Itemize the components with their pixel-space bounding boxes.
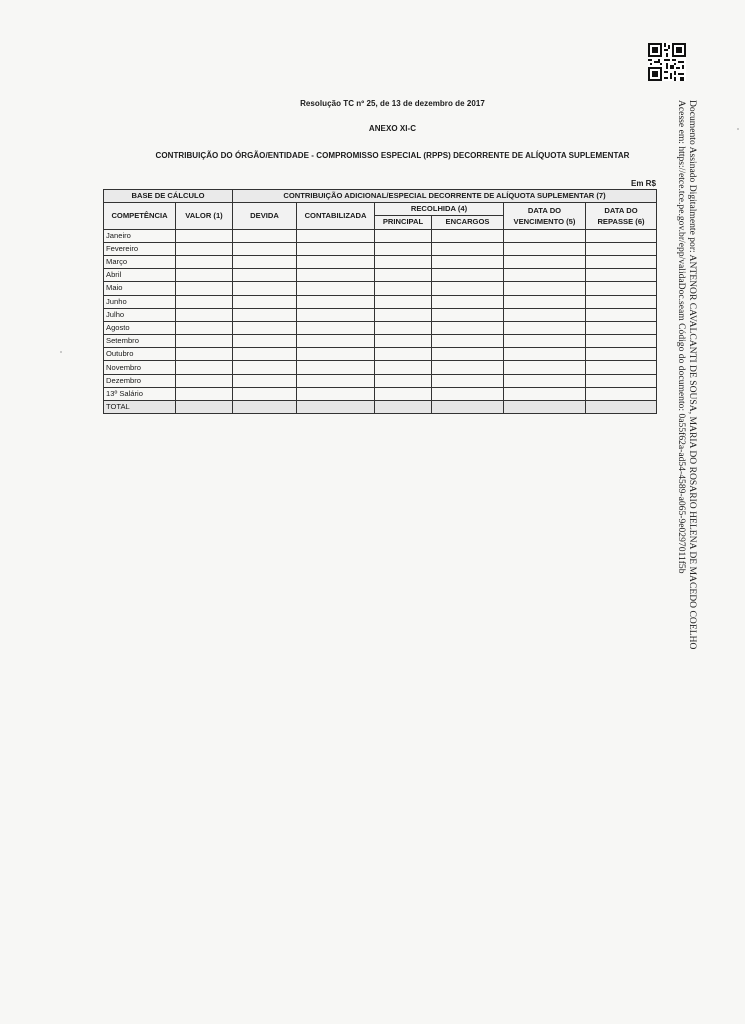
month-cell: Fevereiro [104, 242, 176, 255]
contribution-table [103, 189, 657, 414]
month-cell: Junho [104, 295, 176, 308]
table-cell [586, 308, 657, 321]
table-row [104, 374, 657, 387]
table-cell [176, 401, 233, 414]
table-cell [176, 295, 233, 308]
table-cell [176, 269, 233, 282]
month-cell: Agosto [104, 321, 176, 334]
table-cell [297, 295, 375, 308]
table-cell [297, 335, 375, 348]
month-cell: Setembro [104, 335, 176, 348]
table-cell [375, 282, 432, 295]
table-row [104, 295, 657, 308]
table-cell [432, 255, 504, 268]
header-competencia: COMPETÊNCIA [104, 203, 176, 229]
table-cell [504, 321, 586, 334]
table-cell [432, 269, 504, 282]
header-encargos: ENCARGOS [432, 216, 504, 229]
annex-title: ANEXO XI-C [368, 124, 417, 133]
table-row [104, 282, 657, 295]
table-row [104, 335, 657, 348]
table-cell [233, 321, 297, 334]
scan-speck [60, 351, 62, 353]
table-cell [432, 348, 504, 361]
month-cell: Novembro [104, 361, 176, 374]
table-cell [586, 321, 657, 334]
table-cell [176, 282, 233, 295]
table-cell [432, 387, 504, 400]
table-cell [176, 374, 233, 387]
table-cell [586, 255, 657, 268]
table-cell [504, 374, 586, 387]
table-cell [375, 308, 432, 321]
table-cell [375, 242, 432, 255]
table-cell [432, 282, 504, 295]
table-cell [297, 229, 375, 242]
month-cell: Janeiro [104, 229, 176, 242]
header-base-calculo: BASE DE CÁLCULO [104, 190, 233, 203]
table-cell [176, 242, 233, 255]
table-cell [375, 269, 432, 282]
table-cell [375, 255, 432, 268]
table-cell [233, 282, 297, 295]
table-cell [297, 401, 375, 414]
table-cell [586, 401, 657, 414]
table-cell [586, 269, 657, 282]
table-cell [297, 308, 375, 321]
table-row [104, 308, 657, 321]
table-row [104, 321, 657, 334]
table-cell [432, 361, 504, 374]
table-cell [176, 321, 233, 334]
table-cell [586, 361, 657, 374]
header-valor: VALOR (1) [176, 203, 233, 229]
table-cell [375, 387, 432, 400]
table-cell [432, 374, 504, 387]
total-label: TOTAL [104, 401, 176, 414]
table-cell [432, 308, 504, 321]
table-row [104, 242, 657, 255]
table-cell [504, 308, 586, 321]
table-cell [504, 242, 586, 255]
table-row [104, 255, 657, 268]
table-row [104, 387, 657, 400]
table-cell [504, 361, 586, 374]
table-row [104, 348, 657, 361]
table-cell [297, 361, 375, 374]
table-cell [375, 361, 432, 374]
table-cell [375, 348, 432, 361]
table-cell [233, 401, 297, 414]
table-cell [176, 229, 233, 242]
header-data-repasse-l2: REPASSE (6) [597, 216, 645, 226]
table-cell [586, 374, 657, 387]
table-cell [375, 229, 432, 242]
table-cell [586, 282, 657, 295]
table-cell [586, 295, 657, 308]
table-cell [504, 229, 586, 242]
table-cell [432, 242, 504, 255]
month-cell: Julho [104, 308, 176, 321]
table-cell [504, 335, 586, 348]
table-cell [297, 374, 375, 387]
signature-line-2: Acesse em: https://etce.tce.pe.gov.br/epp/validaDoc.seam Código do documento: 0a55f62a-ad54-4589-a065-9e0297011f5b [676, 100, 687, 574]
table-cell [297, 255, 375, 268]
table-cell [504, 348, 586, 361]
header-data-repasse-l1: DATA DO [604, 205, 638, 215]
month-cell: 13º Salário [104, 387, 176, 400]
table-cell [297, 269, 375, 282]
header-devida: DEVIDA [233, 203, 297, 229]
qr-code-icon [648, 43, 686, 81]
month-cell: Outubro [104, 348, 176, 361]
table-cell [176, 387, 233, 400]
table-cell [504, 269, 586, 282]
table-cell [297, 387, 375, 400]
header-recolhida: RECOLHIDA (4) [375, 203, 504, 216]
header-data-vencimento-l1: DATA DO [527, 205, 562, 215]
table-cell [432, 401, 504, 414]
table-cell [233, 242, 297, 255]
resolution-line: Resolução TC nº 25, de 13 de dezembro de 2017 [300, 99, 485, 108]
table-row [104, 229, 657, 242]
table-cell [504, 282, 586, 295]
table-cell [233, 255, 297, 268]
table-cell [504, 401, 586, 414]
table-cell [233, 348, 297, 361]
table-cell [233, 269, 297, 282]
header-principal: PRINCIPAL [375, 216, 432, 229]
table-cell [586, 335, 657, 348]
month-cell: Dezembro [104, 374, 176, 387]
table-cell [297, 282, 375, 295]
table-cell [375, 401, 432, 414]
table-cell [297, 321, 375, 334]
table-cell [176, 308, 233, 321]
table-cell [176, 255, 233, 268]
header-contabilizada: CONTABILIZADA [297, 203, 375, 229]
table-cell [233, 229, 297, 242]
table-cell [432, 335, 504, 348]
header-data-vencimento-l2: VENCIMENTO (5) [513, 216, 576, 226]
table-cell [432, 321, 504, 334]
table-row [104, 269, 657, 282]
table-cell [233, 295, 297, 308]
table-cell [233, 361, 297, 374]
signature-line-1: Documento Assinado Digitalmente por: ANTENOR CAVALCANTI DE SOUSA, MARIA DO ROSARIO HELENA DE MACEDO COELHO [687, 100, 698, 650]
table-cell [586, 242, 657, 255]
month-cell: Março [104, 255, 176, 268]
table-cell [504, 295, 586, 308]
table-cell [233, 374, 297, 387]
header-data-repasse [586, 203, 657, 229]
month-cell: Maio [104, 282, 176, 295]
table-cell [233, 387, 297, 400]
digital-signature-stamp [676, 100, 698, 650]
table-row [104, 361, 657, 374]
table-cell [233, 308, 297, 321]
table-cell [176, 348, 233, 361]
table-total-row [104, 401, 657, 414]
table-cell [297, 242, 375, 255]
table-cell [586, 348, 657, 361]
table-cell [176, 335, 233, 348]
table-cell [375, 321, 432, 334]
currency-unit-label: Em R$ [631, 179, 656, 188]
table-cell [297, 348, 375, 361]
table-cell [375, 335, 432, 348]
header-contribuicao-adicional: CONTRIBUIÇÃO ADICIONAL/ESPECIAL DECORRENTE DE ALÍQUOTA SUPLEMENTAR (7) [233, 190, 657, 203]
table-cell [504, 387, 586, 400]
scan-speck [737, 128, 739, 130]
table-cell [432, 229, 504, 242]
table-cell [375, 295, 432, 308]
table-cell [233, 335, 297, 348]
table-cell [586, 229, 657, 242]
month-cell: Abril [104, 269, 176, 282]
header-data-vencimento [504, 203, 586, 229]
table-cell [176, 361, 233, 374]
table-cell [586, 387, 657, 400]
table-cell [432, 295, 504, 308]
table-cell [504, 255, 586, 268]
document-title: CONTRIBUIÇÃO DO ÓRGÃO/ENTIDADE - COMPROMISSO ESPECIAL (RPPS) DECORRENTE DE ALÍQUOTA SUPLEMENTAR [155, 151, 630, 160]
table-cell [375, 374, 432, 387]
